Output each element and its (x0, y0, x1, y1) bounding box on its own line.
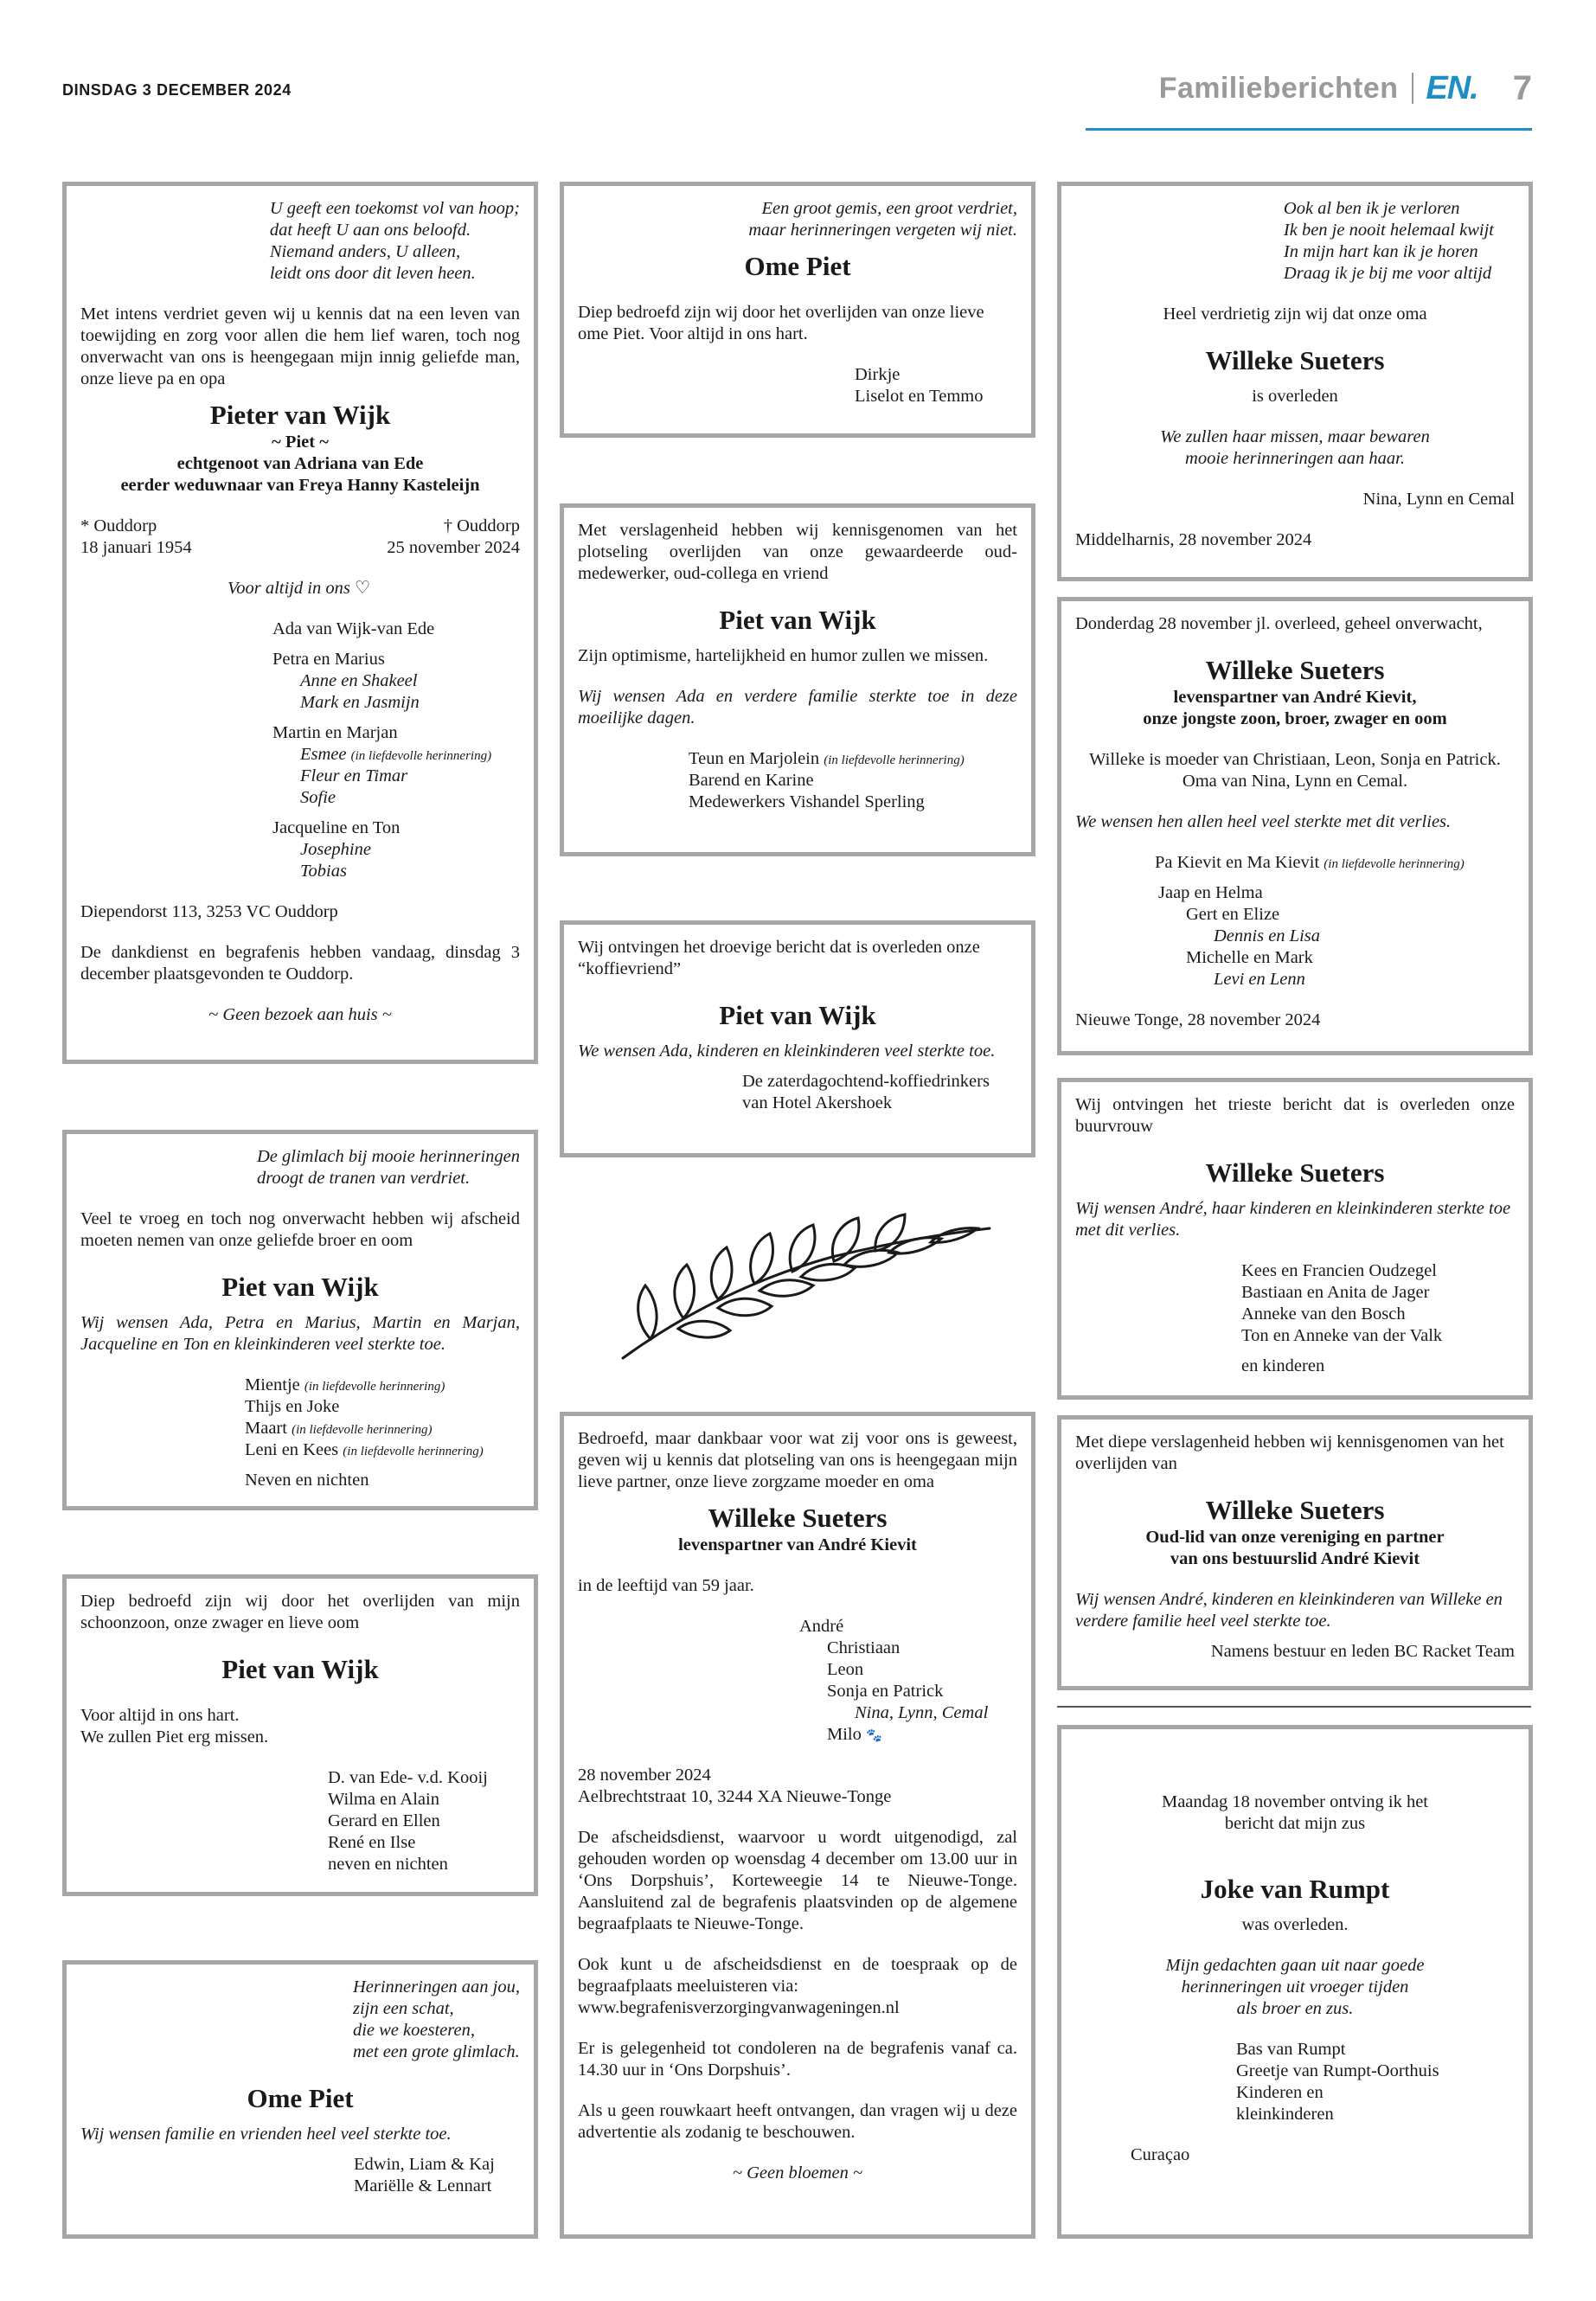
deceased-name: Pieter van Wijk (209, 400, 391, 430)
family-member: Petra en Marius (272, 649, 385, 669)
signatories (1075, 1260, 1515, 1377)
notice-ome-piet-friends (62, 1960, 538, 2239)
intro-line: Maandag 18 november ontving ik het (1161, 1792, 1428, 1811)
forever-line: Voor altijd in ons ♡ (228, 578, 371, 598)
notice-willeke-sueters-club (1057, 1415, 1533, 1690)
intro-text: Veel te vroeg en toch nog onverwacht hebben wij afscheid moeten nemen van onze geliefde broer en oom (80, 1209, 520, 1250)
signatory: Gert en Elize (1186, 904, 1280, 924)
signatory: en kinderen (1241, 1356, 1325, 1375)
memorial-note: (in liefdevolle herinnering) (304, 1379, 445, 1394)
family-member: Sonja en Patrick (827, 1681, 944, 1701)
deceased-name: Piet van Wijk (719, 605, 876, 635)
memorial-note: (in liefdevolle herinnering) (1324, 856, 1465, 871)
header-rule (1086, 128, 1532, 131)
miss-line: We zullen haar missen, maar bewaren (1160, 426, 1430, 446)
signatory: De zaterdagochtend-koffiedrinkers (742, 1071, 990, 1091)
signatory: Kees en Francien Oudzegel (1241, 1260, 1437, 1280)
signatory: Mientje (245, 1375, 300, 1394)
signatory: Liselot en Temmo (855, 386, 984, 406)
text-line: Voor altijd in ons hart. (80, 1705, 240, 1725)
poem-line: Ook al ben ik je verloren (1283, 199, 1460, 218)
place: Curaçao (1131, 2144, 1190, 2164)
family-member: Josephine (300, 839, 371, 859)
poem-line: zijn een schat, (352, 1999, 454, 2018)
no-visit-note: ~ Geen bezoek aan huis ~ (208, 1004, 392, 1024)
intro-text: Donderdag 28 november jl. overleed, geheel onverwacht, (1075, 614, 1483, 633)
poem-line: maar herinneringen vergeten wij niet. (748, 221, 1017, 240)
wish-text: Wij wensen familie en vrienden heel veel sterkte toe. (80, 2124, 452, 2144)
family-member: Esmee (300, 744, 347, 764)
deceased-name: Willeke Sueters (1205, 345, 1385, 375)
address: Diependorst 113, 3253 VC Ouddorp (80, 901, 338, 921)
signatory: Bastiaan en Anita de Jager (1241, 1282, 1430, 1302)
nickname: ~ Piet ~ (272, 432, 329, 452)
text-line: We zullen Piet erg missen. (80, 1727, 269, 1747)
thoughts-line: Mijn gedachten gaan uit naar goede (1165, 1955, 1425, 1975)
family-member: Milo (827, 1724, 862, 1744)
signatory: Dirkje (855, 364, 901, 384)
family-member: Nina, Lynn, Cemal (855, 1702, 989, 1722)
funeral-url: www.begrafenisverzorgingvanwageningen.nl (578, 1997, 900, 2017)
signatories (578, 364, 1017, 407)
paw-icon: 🐾 (866, 1728, 882, 1743)
subtitle-line: onze jongste zoon, broer, zwager en oom (1143, 708, 1447, 728)
edition-date: DINSDAG 3 DECEMBER 2024 (62, 81, 292, 99)
signatory: Dennis en Lisa (1214, 926, 1320, 945)
date-line: 28 november 2024 (578, 1765, 711, 1785)
poem (748, 198, 1017, 241)
family-member: Mark en Jasmijn (300, 692, 420, 712)
intro-text: Diep bedroefd zijn wij door het overlijden van mijn schoonzoon, onze zwager en lieve oom (80, 1592, 520, 1632)
intro-text: Wij ontvingen het trieste bericht dat is overleden onze buurvrouw (1075, 1095, 1515, 1136)
text: Diep bedroefd zijn wij door het overlijden van onze lieve ome Piet. Voor altijd in ons hart. (578, 302, 984, 343)
death-date: 25 november 2024 (387, 537, 520, 557)
poem-line: dat heeft U aan ons beloofd. (269, 221, 471, 240)
birth-place: * Ouddorp (80, 516, 157, 535)
signatory: Gerard en Ellen (328, 1811, 440, 1830)
family-member: Fleur en Timar (300, 766, 408, 785)
signatory: Medewerkers Vishandel Sperling (689, 792, 925, 811)
family-member: Sofie (300, 787, 336, 807)
signatory: Jaap en Helma (1158, 882, 1263, 902)
poem (1284, 198, 1494, 285)
poem (270, 198, 520, 285)
signatory: Edwin, Liam & Kaj (354, 2154, 495, 2174)
signatory: Greetje van Rumpt-Oorthuis (1236, 2061, 1439, 2080)
thoughts-line: herinneringen uit vroeger tijden (1181, 1977, 1409, 1997)
no-flowers-note: ~ Geen bloemen ~ (732, 2163, 863, 2182)
memorial-note: (in liefdevolle herinnering) (824, 753, 965, 767)
family-member: Christiaan (827, 1638, 901, 1657)
wish-text: Wij wensen André, kinderen en kleinkinderen van Willeke en verdere familie heel veel sterkte toe. (1075, 1589, 1503, 1631)
condolence-info: Er is gelegenheid tot condoleren na de begrafenis vanaf ca. 14.30 uur in ‘Ons Dorpshuis’. (578, 2038, 1017, 2080)
family-member: Anne en Shakeel (300, 670, 418, 690)
poem-line: Een groot gemis, een groot verdriet, (761, 199, 1017, 218)
intro-line: bericht dat mijn zus (1224, 1814, 1366, 1833)
poem (257, 1146, 520, 1189)
signatory: Pa Kievit en Ma Kievit (1155, 852, 1320, 872)
partner-line: levenspartner van André Kievit (678, 1535, 917, 1554)
miss-line: mooie herinneringen aan haar. (1185, 448, 1405, 468)
wish-text: Wij wensen Ada, Petra en Marius, Martin en Marjan, Jacqueline en Ton en kleinkinderen veel sterkte toe. (80, 1312, 520, 1354)
card-info: Als u geen rouwkaart heeft ontvangen, dan vragen wij u deze advertentie als zodanig te beschouwen. (578, 2100, 1017, 2142)
signatories (80, 2154, 520, 2197)
age-line: in de leeftijd van 59 jaar. (578, 1575, 754, 1595)
family-member: Leon (827, 1659, 864, 1679)
died-line: is overleden (1252, 386, 1338, 406)
signatory: Levi en Lenn (1214, 969, 1305, 989)
signatories (80, 1767, 520, 1875)
notice-piet-van-wijk-coffee (560, 920, 1035, 1157)
deceased-name: Willeke Sueters (1205, 1495, 1385, 1525)
memorial-note: (in liefdevolle herinnering) (343, 1444, 484, 1458)
signatory: Thijs en Joke (245, 1396, 340, 1416)
intro-text: Wij ontvingen het droevige bericht dat is overleden onze “koffievriend” (578, 938, 980, 978)
subtitle-line: levenspartner van André Kievit, (1173, 687, 1417, 707)
signatory: Kinderen en (1236, 2082, 1324, 2102)
wish-text: We wensen hen allen heel veel sterkte met dit verlies. (1075, 811, 1452, 831)
signatory: kleinkinderen (1236, 2104, 1334, 2124)
deceased-name: Ome Piet (247, 2083, 354, 2113)
signatory: Maart (245, 1418, 287, 1438)
birth-date: 18 januari 1954 (80, 537, 192, 557)
memorial-note: (in liefdevolle herinnering) (292, 1422, 433, 1437)
widower-line: eerder weduwnaar van Freya Hanny Kasteleijn (120, 475, 480, 495)
deceased-name: Willeke Sueters (1205, 1157, 1385, 1188)
family-member: Tobias (300, 861, 347, 881)
poem (353, 1977, 520, 2063)
memorial-note: (in liefdevolle herinnering) (350, 748, 492, 763)
intro-text: Met intens verdriet geven wij u kennis dat na een leven van toewijding en zorg voor allen die hem lief waren, toch nog onverwacht van ons is heengegaan mijn innig geliefde man, onze lieve pa en opa (80, 304, 520, 388)
header-divider (1412, 73, 1413, 104)
notice-willeke-sueters-in-laws (1057, 597, 1533, 1055)
signatories (578, 748, 1017, 813)
deceased-name: Piet van Wijk (719, 1000, 876, 1030)
notice-pieter-van-wijk-family (62, 182, 538, 1064)
signatory: Namens bestuur en leden BC Racket Team (1210, 1641, 1515, 1661)
family-member: André (799, 1616, 844, 1636)
poem-line: leidt ons door dit leven heen. (269, 264, 476, 283)
signatories (80, 1375, 520, 1491)
subtitle-line: Oud-lid van onze vereniging en partner (1145, 1527, 1445, 1547)
column-separator (1057, 1706, 1531, 1708)
notice-willeke-sueters-neighbours (1057, 1078, 1533, 1400)
text: Willeke is moeder van Christiaan, Leon, Sonja en Patrick. Oma van Nina, Lynn en Cemal. (1089, 749, 1501, 791)
death-place: † Ouddorp (443, 516, 520, 535)
deceased-name: Joke van Rumpt (1200, 1874, 1390, 1904)
signatory: Michelle en Mark (1186, 947, 1313, 967)
deceased-name: Willeke Sueters (1205, 655, 1385, 685)
family-list (80, 619, 520, 882)
signatory: Nina, Lynn en Cemal (1362, 489, 1515, 509)
notice-ome-piet-nieces (560, 182, 1035, 438)
signatories (578, 1071, 1017, 1114)
signatories (1075, 882, 1515, 990)
wish-text: Wij wensen Ada en verdere familie sterkte toe in deze moeilijke dagen. (578, 686, 1017, 727)
leaf-branch-illustration (616, 1209, 997, 1365)
signatory: Neven en nichten (245, 1470, 369, 1490)
signatory: Leni en Kees (245, 1439, 339, 1459)
notice-piet-van-wijk-inlaws (62, 1574, 538, 1896)
page-number: 7 (1512, 69, 1532, 107)
poem-line: In mijn hart kan ik je horen (1283, 242, 1478, 261)
signatories (1075, 2039, 1515, 2125)
intro-text: Heel verdrietig zijn wij dat onze oma (1163, 304, 1427, 324)
brand-logo: EN. (1426, 70, 1478, 107)
place-date: Middelharnis, 28 november 2024 (1075, 529, 1312, 549)
signatory: Wilma en Alain (328, 1789, 439, 1809)
signatory: van Hotel Akershoek (742, 1093, 893, 1112)
family-member: Jacqueline en Ton (272, 817, 401, 837)
died-line: was overleden. (1241, 1914, 1349, 1934)
intro-text: Met verslagenheid hebben wij kennisgenomen van het plotseling overlijden van onze gewaardeerde oud-medewerker, oud-collega en vriend (578, 521, 1017, 583)
section-title: Familieberichten (1158, 71, 1399, 105)
poem-line: Ik ben je nooit helemaal kwijt (1283, 221, 1494, 240)
notice-piet-van-wijk-siblings (62, 1130, 538, 1510)
wish-text: Wij wensen André, haar kinderen en kleinkinderen sterkte toe met dit verlies. (1075, 1198, 1511, 1240)
signatory: Mariëlle & Lennart (354, 2176, 492, 2195)
family-member: Ada van Wijk-van Ede (272, 619, 435, 638)
text: Zijn optimisme, hartelijkheid en humor zullen we missen. (578, 645, 989, 665)
address: Aelbrechtstraat 10, 3244 XA Nieuwe-Tonge (578, 1786, 892, 1806)
subtitle-line: van ons bestuurslid André Kievit (1170, 1548, 1420, 1568)
poem-line: U geeft een toekomst vol van hoop; (269, 199, 520, 218)
deceased-name: Willeke Sueters (708, 1503, 888, 1533)
page-header (1159, 67, 1532, 110)
thoughts-line: als broer en zus. (1236, 1998, 1354, 2018)
signatory: Ton en Anneke van der Valk (1241, 1325, 1443, 1345)
notice-piet-van-wijk-colleagues (560, 503, 1035, 856)
signatory: Anneke van den Bosch (1241, 1304, 1406, 1324)
deceased-name: Piet van Wijk (221, 1654, 379, 1684)
family-list (578, 1616, 1017, 1746)
poem-line: Herinneringen aan jou, (352, 1977, 520, 1997)
place-date: Nieuwe Tonge, 28 november 2024 (1075, 1009, 1321, 1029)
intro-text: Met diepe verslagenheid hebben wij kennisgenomen van het overlijden van (1075, 1433, 1504, 1473)
intro-text: Bedroefd, maar dankbaar voor wat zij voor ons is geweest, geven wij u kennis dat plotseling van ons is heengegaan mijn lieve partner, onze lieve zorgzame moeder en oma (578, 1429, 1017, 1491)
signatory: René en Ilse (328, 1832, 416, 1852)
online-info: Ook kunt u de afscheidsdienst en de toespraak op de begraafplaats meeluisteren via: (578, 1954, 1017, 1996)
poem-line: droogt de tranen van verdriet. (256, 1169, 471, 1188)
spouse-line: echtgenoot van Adriana van Ede (176, 453, 424, 473)
signatory: Teun en Marjolein (689, 748, 820, 768)
poem-line: die we koesteren, (352, 2021, 475, 2040)
poem-line: De glimlach bij mooie herinneringen (256, 1147, 520, 1166)
signatory: Barend en Karine (689, 770, 814, 790)
notice-willeke-sueters-grandchildren (1057, 182, 1533, 581)
birth-death-row (80, 516, 520, 559)
service-info: De dankdienst en begrafenis hebben vandaag, dinsdag 3 december plaatsgevonden te Ouddorp. (80, 942, 520, 984)
poem-line: Niemand anders, U alleen, (269, 242, 461, 261)
signatory: D. van Ede- v.d. Kooij (328, 1767, 488, 1787)
signatory: neven en nichten (328, 1854, 448, 1874)
signatory: Bas van Rumpt (1236, 2039, 1346, 2059)
family-member: Martin en Marjan (272, 722, 398, 742)
poem-line: met een grote glimlach. (352, 2042, 520, 2061)
notice-willeke-sueters-family (560, 1412, 1035, 2239)
wish-text: We wensen Ada, kinderen en kleinkinderen veel sterkte toe. (578, 1041, 996, 1061)
poem-line: Draag ik je bij me voor altijd (1283, 264, 1492, 283)
deceased-name: Piet van Wijk (221, 1272, 379, 1302)
service-info: De afscheidsdienst, waarvoor u wordt uitgenodigd, zal gehouden worden op woensdag 4 december om 13.00 uur in ‘Ons Dorpshuis’, Korteweegie 14 te Nieuwe-Tonge. Aansluitend zal de begrafenis plaatsvinden op de algemene begraafplaats te Nieuwe-Tonge. (578, 1827, 1017, 1933)
deceased-name: Ome Piet (744, 251, 851, 281)
notice-joke-van-rumpt (1057, 1725, 1533, 2239)
